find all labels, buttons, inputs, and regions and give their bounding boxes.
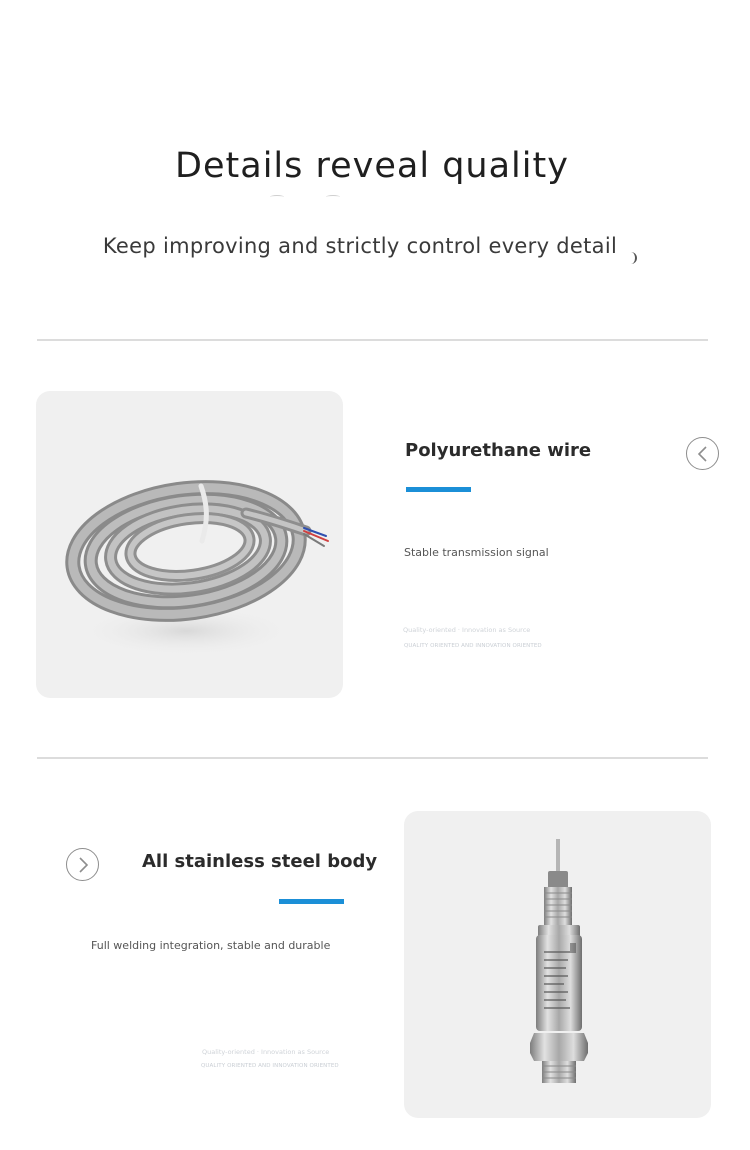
feature-title: Polyurethane wire [405,440,592,461]
cable-photo [36,391,343,698]
feature-tagline: Quality-oriented · Innovation as Source [202,1048,330,1056]
title-accent-bar [279,899,344,904]
feature-tagline-caps: QUALITY ORIENTED AND INNOVATION ORIENTED [404,643,542,649]
feature-description: Stable transmission signal [404,546,549,559]
title-decoration [268,195,348,203]
page-subtitle: Keep improving and strictly control every detail [102,234,618,258]
title-accent-bar [406,487,471,492]
feature-title: All stainless steel body [142,851,378,872]
feature-tagline: Quality-oriented · Innovation as Source [403,626,531,634]
transmitter-photo [404,811,711,1118]
previous-button[interactable] [686,437,719,470]
feature-description: Full welding integration, stable and durable [91,939,331,952]
section-divider-top [37,339,708,341]
page-title: Details reveal quality [175,146,569,186]
chevron-right-icon [76,856,90,874]
chevron-left-icon [696,445,710,463]
section-divider-middle [37,757,708,759]
cable-coil-illustration [36,391,343,698]
pressure-transmitter-illustration [404,811,711,1118]
next-button[interactable] [66,848,99,881]
feature-tagline-caps: QUALITY ORIENTED AND INNOVATION ORIENTED [201,1063,339,1069]
